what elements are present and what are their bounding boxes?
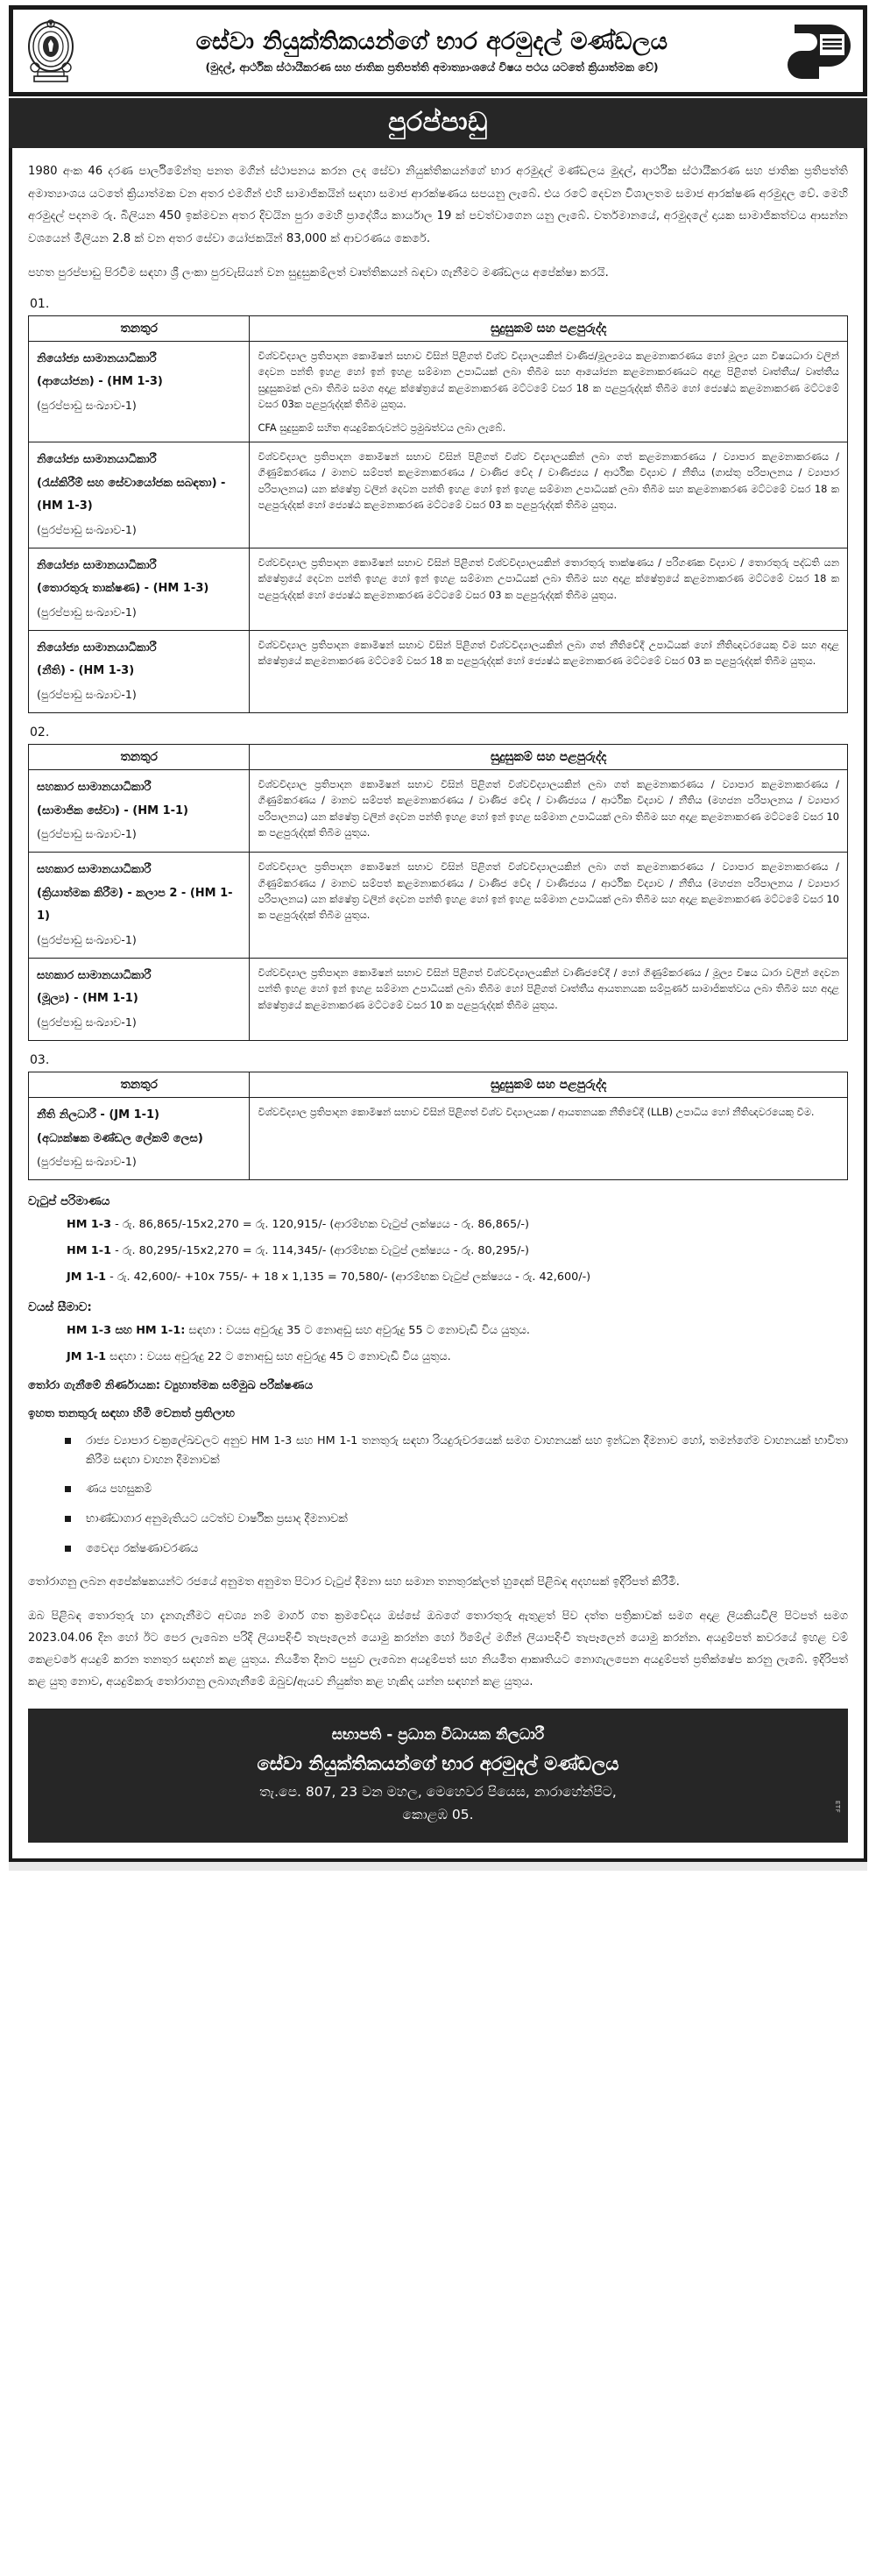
table-row <box>29 442 848 548</box>
post-title: නියෝජ්‍ය සාමානයාධිකාරී <box>37 640 157 655</box>
table-header-row <box>29 744 848 769</box>
vacancy-table-2 <box>28 744 848 1041</box>
qualification-text: විශ්වවිද්‍යාල ප්‍රතිපාදන කොමිෂන් සභාව විසින් පිළිගත් විශ්වවිද්‍යාලයකින් ලබා ගත් කළමනාකරණය / ව්‍යාපාර කළමනාකරණය / ගිණුම්කරණය / මානව සම්පත් කළමනාකරණය / වාණිජ වේද / වාණිජ්‍යය / ආර්ථික විද්‍යාව / නීතිය (මහජන පරිපාලනය / ව්‍යාපාර පරිපාලනය) යන ක්ෂේත්‍ර වලින් දෙවන පන්ති ඉහළ හෝ ඉන් ඉහළ සම්මාන උපාධියක් ලබා තිබීම සහ අදාළ කළමනාකරණ මට්ටමේ වසර 10 ක පළපුරුද්දක් තිබීම යුතුය. <box>258 860 839 922</box>
age-grade-code: JM 1-1 <box>67 1349 107 1363</box>
salary-grade-code: JM 1-1 <box>67 1270 107 1284</box>
footer-side-code: ETF <box>834 1800 841 1813</box>
age-line <box>67 1322 848 1339</box>
post-vacancy-count: (පුරප්පාඩු සංඛ්‍යාව-1) <box>37 827 137 841</box>
vacancy-table-3 <box>28 1072 848 1180</box>
table-row <box>29 630 848 712</box>
post-department: (අධ්‍යක්ෂක මණ්ඩල ලේකම් ලෙස) <box>37 1131 203 1145</box>
column-header-qualifications: සුදුසුකම් සහ පළපුරුද්ද <box>250 315 848 341</box>
age-line <box>67 1348 848 1365</box>
list-item: ණය පහසුකම් <box>63 1480 848 1499</box>
post-department: (ආයෝජන) - (HM 1-3) <box>37 375 163 389</box>
section-number-2: 02. <box>30 725 50 740</box>
salary-line <box>67 1216 848 1233</box>
column-header-qualifications: සුදුසුකම් සහ පළපුරුද්ද <box>250 1072 848 1097</box>
post-department: (සාමාජික සේවා) - (HM 1-1) <box>37 803 188 817</box>
qualifications-cell <box>250 442 848 548</box>
qualification-text: CFA සුදුසුකම් සහිත අයදුම්කරුවන්ට ප්‍රමුඛත්වය ලබා ලැබේ. <box>258 421 506 434</box>
intro-paragraph-1: 1980 අංක 46 දරණ පාර්ලිමේන්තු පනත මගින් ස්ථාපනය කරන ලද සේවා නියුක්තිකයන්ගේ භාර අරමුදල් මණ්ඩලය මුදල්, ආර්ථික ස්ථායීකරණ සහ ජාතික ප්‍රතිපත්ති අමාත්‍යාංශය යටතේ ක්‍රියාත්මක වන අතර එමගින් එහි සාමාජිකයින් සඳහා සමාජ ආරක්ෂණය සපයනු ලැබේ. එය රටේ දෙවන විශාලතම සමාජ ආරක්ෂණ අරමුදල වේ. මෙහි අරමුදල් පදනම රු. බිලියන 450 ඉක්මවන අතර දිවයින පුරා මෙහි ප්‍රාදේශීය කාර්යාල 19 ක් පවත්වාගෙන යනු ලැබේ. වර්තමානයේ, අරමුදලේ දායක සාමාජිකත්වය ආසන්න වශයෙන් මිලියන 2.8 ක් වන අතර සේවා යෝජකයින් 83,000 ක් ආවරණය කෙරේ. <box>28 165 848 246</box>
post-vacancy-count: (පුරප්පාඩු සංඛ්‍යාව-1) <box>37 932 137 946</box>
etf-board-logo-icon <box>788 19 851 82</box>
qualification-text: විශ්වවිද්‍යාල ප්‍රතිපාදන කොමිෂන් සභාව විසින් පිළිගත් විශ්වවිද්‍යාලයකින් ලබා ගත් නීතිවේදී උපාධියක් හෝ නීතිඥවරයෙකු වීම සහ අදාළ ක්ෂේත්‍රයේ කළමනාකරණ මට්ටමේ වසර 18 ක පළපුරුද්දක් හෝ ජ්‍යෙෂ්ඨ කළමනාකරණ මට්ටමේ වසර 03 ක පළපුරුද්දක් තිබීම යුතුය. <box>258 638 839 668</box>
post-department: (රැස්කිරීම් සහ සේවායෝජක සබඳතා) - (HM 1-3) <box>37 476 226 513</box>
qualifications-cell <box>250 630 848 712</box>
salary-line <box>67 1242 848 1259</box>
post-vacancy-count: (පුරප්පාඩු සංඛ්‍යාව-1) <box>37 1016 137 1030</box>
salary-grade-value: - රු. 42,600/- +10x 755/- + 18 x 1,135 = 70,580/- (ආරම්භක වැටුප් ලක්ෂ්‍යය - රු. 42,600/-) <box>106 1270 591 1284</box>
table-header-row <box>29 1072 848 1097</box>
benefits-section-title: ඉහත තනතුරු සඳහා හිමි වෙනත් ප්‍රතිලාභ <box>28 1405 235 1420</box>
post-department: (තොරතුරු තාක්ෂණ) - (HM 1-3) <box>37 582 209 596</box>
post-vacancy-count: (පුරප්පාඩු සංඛ්‍යාව-1) <box>37 688 137 702</box>
list-item: රාජ්‍ය ව්‍යාපාර චක්‍රලේඛවලට අනුව HM 1-3 සහ HM 1-1 තනතුරු සඳහා රියදුරුවරයෙක් සමග වාහනයක් සහ ඉන්ධන දීමනාව හෝ, තමන්ගේම වාහනයක් භාවිතා කිරීම සඳහා වාහන දීමනාවක් <box>63 1432 848 1470</box>
post-vacancy-count: (පුරප්පාඩු සංඛ්‍යාව-1) <box>37 1155 137 1169</box>
post-vacancy-count: (පුරප්පාඩු සංඛ්‍යාව-1) <box>37 605 137 619</box>
post-cell <box>29 769 250 852</box>
age-grade-value: සඳහා : වයස අවුරුදු 35 ට නොඅඩු සහ අවුරුදු 55 ට නොවැඩි විය යුතුය. <box>185 1323 530 1337</box>
header-titles <box>88 27 775 75</box>
salary-grade-code: HM 1-1 <box>67 1244 112 1258</box>
qualifications-cell <box>250 769 848 852</box>
age-grade-value: සඳහා : වයස අවුරුදු 22 ට නොඅඩු සහ අවුරුදු 45 ට නොවැඩි විය යුතුය. <box>106 1349 451 1363</box>
application-note-2: ඔබ පිළිබඳ තොරතුරු හා දැනගැනීමට අවශ්‍ය නම් මාර්ග ගත ක්‍රමවේදය ඔස්සේ ඔබගේ තොරතුරු ඇතුළත් පිව දත්ත පත්‍රිකාවක් සමග අදාළ ලියකියවිලි පිටපත් සමග 2023.04.06 දින හෝ ඊට පෙර ලැබෙන පරිදි ලියාපදිංචි තැපෑලෙන් යොමු කරන්න හෝ ඊමේල් මගින් ලියාපදිංචි තැපෑලෙන් යොමු කරන්න. අයදුම්පත් කවරයේ ඉහළ වම් කෙළවරේ අයදුම් කරන තනතුර සඳහන් කළ යුතුය. නියමිත දිනට පසුව ලැබෙන අයදුම්පත් සහ නියමිත ආකෘතියට නොගැලපෙන අයදුම්පත් ප්‍රතික්ෂේප කරනු ලැබේ. ඉදිරිපත් කළ යුතු නොව, අයදුම්කරු තෝරාගනු ලබාගැනීමේ ඔබුව/ඇයව නියුක්ත කළ හැකිද යන්න සඳහන් කළ යුතුය. <box>28 1609 848 1689</box>
organization-title: සේවා නියුක්තිකයන්ගේ භාර අරමුදල් මණ්ඩලය <box>195 27 668 55</box>
organization-subtitle: (මුදල්, ආර්ථික ස්ථායීකරණ සහ ජාතික ප්‍රතිපත්ති අමාත්‍යාංශයේ විෂය පථය යටතේ ක්‍රියාත්මක වේ) <box>205 60 659 74</box>
table-row <box>29 341 848 442</box>
qualification-text: විශ්වවිද්‍යාල ප්‍රතිපාදන කොමිෂන් සභාව විසින් පිළිගත් විශ්ව විද්‍යාලයකින් ලබා ගත් කළමනාකරණය / ව්‍යාපාර කළමනාකරණය / ගිණුම්කරණය / මානව සම්පත් කළමනාකරණය / වාණිජ වේද / වාණිජ්‍යය / ආර්ථික විද්‍යාව / නීතිය (ගාස්තු පරිපාලනය / ව්‍යාපාර පරිපාලනය) යන ක්ෂේත්‍ර වලින් දෙවන පන්ති ඉහළ හෝ ඉන් ඉහළ සම්මාන උපාධියක් ලබා තිබීම සහ කළමනාකරණ මට්ටමේ වසර 18 ක පළපුරුද්දක් හෝ ජ්‍යෙෂ්ඨ කළමනාකරණ මට්ටමේ වසර 03 ක පළපුරුද්දක් තිබීම යුතුය. <box>258 450 839 512</box>
intro-paragraph-2: පහත පුරප්පාඩු පිරවීම සඳහා ශ්‍රී ලංකා පුරවැසියන් වන සුදුසුකම්ලත් වෘත්තිකයන් බඳවා ගැනීමට මණ්ඩලය අපේක්ෂා කරයි. <box>28 265 609 280</box>
post-title: නියෝජ්‍ය සාමානයාධිකාරී <box>37 351 157 365</box>
section-number-1: 01. <box>30 296 50 311</box>
qualifications-cell <box>250 853 848 959</box>
column-header-qualifications: සුදුසුකම් සහ පළපුරුද්ද <box>250 744 848 769</box>
salary-grade-value: - රු. 80,295/-15x2,270 = රු. 114,345/- (ආරම්භක වැටුප් ලක්ෂ්‍යය - රු. 80,295/-) <box>111 1244 530 1258</box>
post-title: සහකාර සාමානයාධිකාරී <box>37 780 152 794</box>
qualification-text: විශ්වවිද්‍යාල ප්‍රතිපාදන කොමිෂන් සභාව විසින් පිළිගත් විශ්වවිද්‍යාලයකින් වාණිජවේදී / හෝ ගිණුම්කරණය / මූල්‍ය විෂය ධාරා වලින් දෙවන පන්ති ඉහළ හෝ ඉන් ඉහළ සම්මාන උපාධියක් ලබා තිබීම හෝ පිළිගත් වෘත්තීය ආයතනයක සම්පූර්ණ සාමාජිකත්වය ලබා තිබීම සහ අදාළ ක්ෂේත්‍රයේ කළමනාකරණ මට්ටමේ වසර 10 ක පළපුරුද්දක් තිබීම යුතුය. <box>258 966 839 1011</box>
table-row <box>29 1097 848 1179</box>
list-item: වෛද්‍ය රක්ෂණාවරණය <box>63 1539 848 1559</box>
footer-designation: සභාපති - ප්‍රධාන විධායක නිලධාරී <box>331 1726 545 1744</box>
age-section-title: වයස් සීමාව: <box>28 1299 92 1314</box>
footer-address-line-2: කොළඹ 05. <box>402 1807 474 1823</box>
table-row <box>29 769 848 852</box>
qualifications-cell <box>250 341 848 442</box>
document-body <box>9 148 867 1862</box>
post-cell <box>29 548 250 630</box>
application-note-1: තෝරාගනු ලබන අපේක්ෂකයන්ට රජයේ අනුමත අනුමත පිටාර වැටුප් දීමනා සහ සමාන තනතුරක්ලත් හුදෙක් පිළිබඳ අදහසක් ඉදිරිපත් කිරීමි. <box>28 1575 680 1589</box>
column-header-post: තනතුර <box>29 744 250 769</box>
post-title: නියෝජ්‍ය සාමානයාධිකාරී <box>37 453 157 467</box>
post-title: නියෝජ්‍ය සාමානයාධිකාරී <box>37 558 157 572</box>
table-row <box>29 548 848 630</box>
footer-organization: සේවා නියුක්තිකයන්ගේ භාර අරමුදල් මණ්ඩලය <box>257 1753 619 1775</box>
qualification-text: විශ්වවිද්‍යාල ප්‍රතිපාදන කොමිෂන් සභාව විසින් පිළිගත් විශ්ව විද්‍යාලයකින් වාණිජ/මූල්‍යමය කළමනාකරණය හෝ මූල්‍ය යන විෂයධාරා වලින් දෙවන පන්ති ඉහළ හෝ ඉන් ඉහළ සම්මාන උපාධියක් ලබා තිබීම සහ ආයෝජන කළමනාකරණයට අදාළ පිළිගත් වෘත්තීය/ වෘත්තීය සුදුසුකමක් ලබා තිබීම සමග අදාළ ක්ෂේත්‍රයේ කළමනාකරණ මට්ටමේ වසර 18 ක පළපුරුද්දක් තිබීම හෝ ජ්‍යෙෂ්ඨ කළමනාකරණ මට්ටමේ වසර 03ක පළපුරුද්දක් තිබීම යුතුය. <box>258 349 839 411</box>
post-cell <box>29 1097 250 1179</box>
page-title-banner: පුරප්පාඩු <box>9 98 867 148</box>
post-title: නීති නිලධාරී - (JM 1-1) <box>37 1108 159 1122</box>
bottom-strip <box>9 1862 867 1871</box>
table-header-row <box>29 315 848 341</box>
document-header <box>9 5 867 96</box>
qualification-text: විශ්වවිද්‍යාල ප්‍රතිපාදන කොමිෂන් සභාව විසින් පිළිගත් විශ්වවිද්‍යාලයකින් ලබා ගත් කළමනාකරණය / ව්‍යාපාර කළමනාකරණය / ගිණුම්කරණය / මානව සම්පත් කළමනාකරණය / වාණිජ වේද / වාණිජ්‍යය / ආර්ථික විද්‍යාව / නීතිය (මහජන පරිපාලනය / ව්‍යාපාර පරිපාලනය) යන ක්ෂේත්‍ර වලින් දෙවන පන්ති ඉහළ හෝ ඉන් ඉහළ සම්මාන උපාධියක් ලබා තිබීම සහ අදාළ කළමනාකරණ මට්ටමේ වසර 10 ක පළපුරුද්දක් තිබීම යුතුය. <box>258 777 839 839</box>
qualifications-cell <box>250 548 848 630</box>
post-title: සහකාර සාමානයාධිකාරී <box>37 863 152 877</box>
post-department: (නීති) - (HM 1-3) <box>37 664 135 678</box>
post-cell <box>29 958 250 1040</box>
qualification-text: විශ්වවිද්‍යාල ප්‍රතිපාදන කොමිෂන් සභාව විසින් පිළිගත් විශ්ව විද්‍යාලයක / ආයතනයක නීතිවේදී (LLB) උපාධිය හෝ නීතිඥවරයෙකු වීම. <box>258 1105 815 1118</box>
document-footer <box>28 1709 848 1842</box>
age-grade-code: HM 1-3 සහ HM 1-1: <box>67 1323 186 1337</box>
qualifications-cell <box>250 1097 848 1179</box>
post-department: (මූල්‍ය) - (HM 1-1) <box>37 992 138 1006</box>
post-department: (ක්‍රියාත්මක කිරීම) - කලාප 2 - (HM 1-1) <box>37 886 233 924</box>
post-cell <box>29 853 250 959</box>
vacancy-table-1 <box>28 315 848 713</box>
post-cell <box>29 630 250 712</box>
post-vacancy-count: (පුරප්පාඩු සංඛ්‍යාව-1) <box>37 522 137 536</box>
salary-section-title: වැටුප් පරිමාණය <box>28 1193 110 1208</box>
section-number-3: 03. <box>30 1052 50 1067</box>
post-title: සහකාර සාමානයාධිකාරී <box>37 968 152 982</box>
benefits-list <box>63 1432 848 1559</box>
table-row <box>29 853 848 959</box>
post-vacancy-count: (පුරප්පාඩු සංඛ්‍යාව-1) <box>37 398 137 412</box>
qualifications-cell <box>250 958 848 1040</box>
column-header-post: තනතුර <box>29 315 250 341</box>
post-cell <box>29 442 250 548</box>
footer-address-line-1: තැ.පෙ. 807, 23 වන මහල, මෙහෙවර පියෙස, නාරාහේන්පිට, <box>259 1784 617 1801</box>
salary-grade-code: HM 1-3 <box>67 1217 112 1231</box>
sri-lanka-national-emblem-icon <box>25 17 76 85</box>
list-item: භාණ්ඩාගාර අනුමැතියට යටත්ව වාර්ෂික ප්‍රසාද දීමනාවක් <box>63 1510 848 1529</box>
qualification-text: විශ්වවිද්‍යාල ප්‍රතිපාදන කොමිෂන් සභාව විසින් පිළිගත් විශ්වවිද්‍යාලයකින් තොරතුරු තාක්ෂණය / පරිගණක විද්‍යාව / තොරතුරු පද්ධති යන ක්ෂේත්‍රයේ දෙවන පන්ති ඉහළ හෝ ඉන් ඉහළ සම්මාන උපාධියක් ලබා තිබීම සහ අදාළ ක්ෂේත්‍රයේ කළමනාකරණ මට්ටමේ වසර 18 ක පළපුරුද්දක් හෝ ජ්‍යෙෂ්ඨ කළමනාකරණ මට්ටමේ වසර 03 ක පළපුරුද්දක් තිබීම යුතුය. <box>258 556 839 601</box>
post-cell <box>29 341 250 442</box>
column-header-post: තනතුර <box>29 1072 250 1097</box>
table-row <box>29 958 848 1040</box>
salary-grade-value: - රු. 86,865/-15x2,270 = රු. 120,915/- (ආරම්භක වැටුප් ලක්ෂ්‍යය - රු. 86,865/-) <box>111 1217 530 1231</box>
selection-criteria: තෝරා ගැනීමේ නිර්ණායක: ව්‍යුහාත්මක සම්මුඛ පරීක්ෂණය <box>28 1378 314 1392</box>
salary-line <box>67 1269 848 1285</box>
